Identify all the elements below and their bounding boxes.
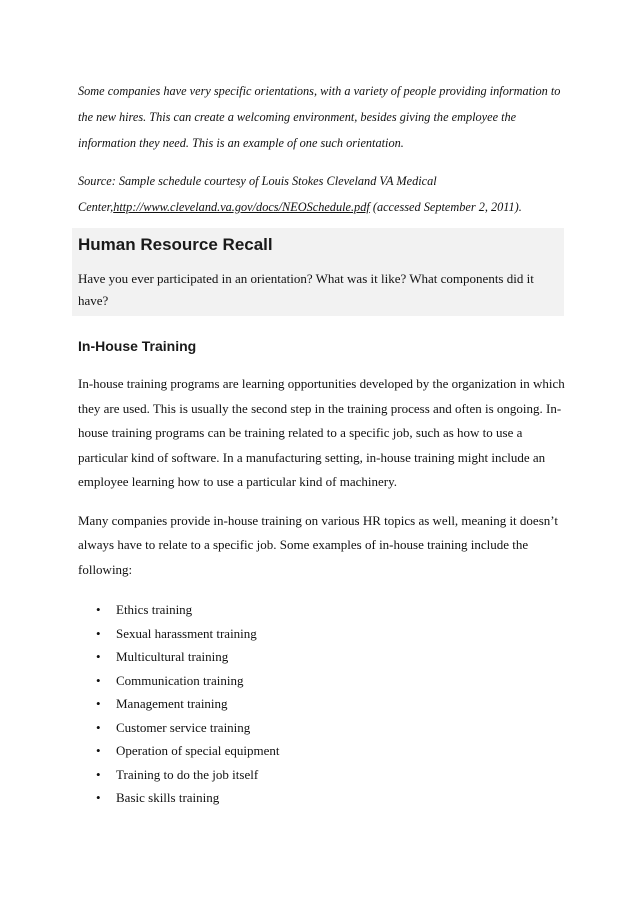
bullet-icon: •: [96, 743, 101, 758]
bullet-icon: •: [96, 602, 101, 617]
in-house-training-heading: In-House Training: [78, 338, 197, 354]
list-item-label: Management training: [116, 696, 228, 711]
list-item: [78, 669, 566, 693]
list-item: [78, 645, 566, 669]
list-item-label: Operation of special equipment: [116, 743, 280, 758]
bullet-icon: •: [96, 672, 101, 688]
list-item-label: Training to do the job itself: [116, 766, 259, 782]
bullet-icon: •: [96, 696, 101, 711]
list-item-label: Sexual harassment training: [116, 625, 257, 641]
in-house-paragraph-1: In-house training programs are learning opportunities developed by the organization in which they are used. This is usually the second step in the training process and often is ongoing. In-house training programs can be training related to a specific job, such as how to use a particular kind of software. In a manufacturing setting, in-house training might include an employee learning how to use a particular kind of machinery.: [78, 376, 565, 489]
bullet-icon: •: [96, 790, 101, 805]
source-link[interactable]: http://www.cleveland.va.gov/docs/NEOSchedule.pdf: [113, 200, 370, 214]
list-item: [78, 763, 566, 787]
training-list: [78, 598, 566, 810]
list-item: [78, 692, 566, 716]
list-item-label: Basic skills training: [116, 790, 220, 805]
recall-title: Human Resource Recall: [78, 235, 273, 254]
source-suffix: (accessed September 2, 2011).: [369, 200, 522, 214]
list-item-label: Ethics training: [116, 602, 193, 617]
list-item: [78, 739, 566, 763]
recall-text: Have you ever participated in an orientation? What was it like? What components did it have?: [78, 271, 534, 308]
list-item-label: Customer service training: [116, 719, 251, 735]
in-house-paragraph-2: Many companies provide in-house training on various HR topics as well, meaning it doesn’t always have to relate to a specific job. Some examples of in-house training include the following:: [78, 512, 558, 577]
bullet-icon: •: [96, 649, 101, 664]
bullet-icon: •: [96, 766, 101, 782]
source-prefix: Source: Sample schedule courtesy of Louis Stokes Cleveland VA Medical Center,: [78, 174, 437, 214]
document-page: [78, 78, 566, 810]
intro-paragraph: Some companies have very specific orientations, with a variety of people providing information to the new hires. This can create a welcoming environment, besides giving the employee the information they need. This is an example of one such orientation.: [78, 84, 561, 150]
list-item: [78, 716, 566, 740]
list-item: [78, 622, 566, 646]
list-item-label: Communication training: [116, 672, 244, 688]
list-item: [78, 786, 566, 810]
bullet-icon: •: [96, 625, 101, 641]
source-citation: [78, 168, 566, 220]
bullet-icon: •: [96, 719, 101, 735]
recall-box: [72, 228, 564, 316]
list-item-label: Multicultural training: [116, 649, 229, 664]
list-item: [78, 598, 566, 622]
